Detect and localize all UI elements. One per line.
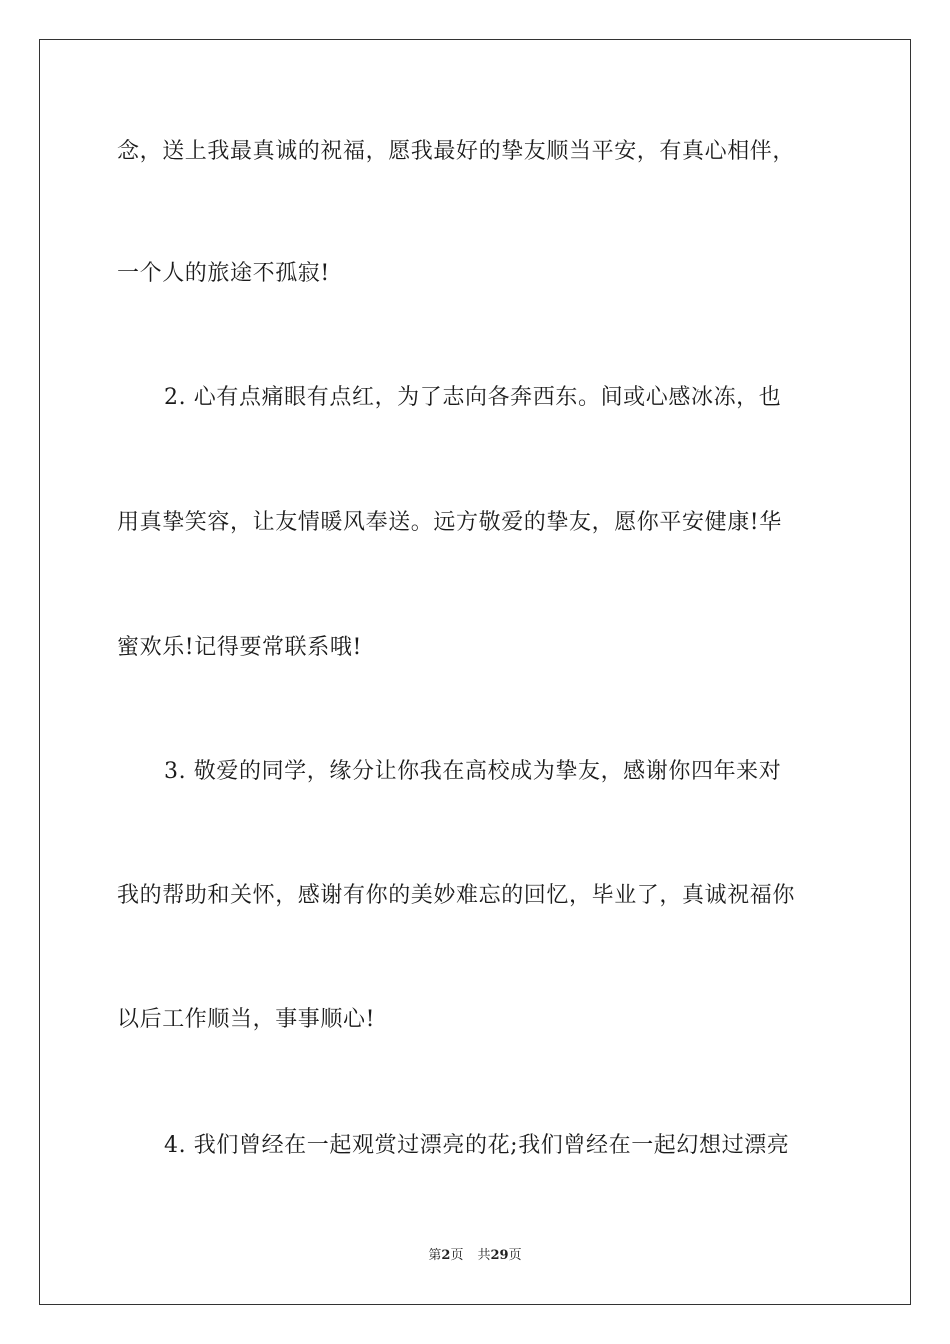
text-line: 蜜欢乐!记得要常联系哦! <box>117 635 362 660</box>
text-line: 4. 我们曾经在一起观赏过漂亮的花;我们曾经在一起幻想过漂亮 <box>164 1133 790 1158</box>
text-line: 以后工作顺当，事事顺心! <box>117 1007 376 1032</box>
total-pages: 29 <box>490 1248 509 1263</box>
text-line: 3. 敬爱的同学，缘分让你我在高校成为挚友，感谢你四年来对 <box>164 759 782 784</box>
text-line: 念，送上我最真诚的祝福，愿我最好的挚友顺当平安，有真心相伴， <box>117 139 796 164</box>
text-line: 一个人的旅途不孤寂! <box>117 261 330 286</box>
page-prefix: 第 <box>428 1248 442 1263</box>
text-line: 我的帮助和关怀，感谢有你的美妙难忘的回忆，毕业了，真诚祝福你 <box>117 883 796 908</box>
page-footer <box>0 1247 950 1265</box>
total-prefix: 共 <box>477 1248 491 1263</box>
page-number: 2 <box>441 1248 451 1263</box>
text-line: 2. 心有点痛眼有点红，为了志向各奔西东。间或心感冰冻，也 <box>164 385 782 410</box>
page-suffix: 页 <box>450 1248 464 1263</box>
page-border <box>39 39 911 1305</box>
text-line: 用真挚笑容，让友情暖风奉送。远方敬爱的挚友，愿你平安健康!华 <box>117 510 782 535</box>
total-suffix: 页 <box>508 1248 522 1263</box>
